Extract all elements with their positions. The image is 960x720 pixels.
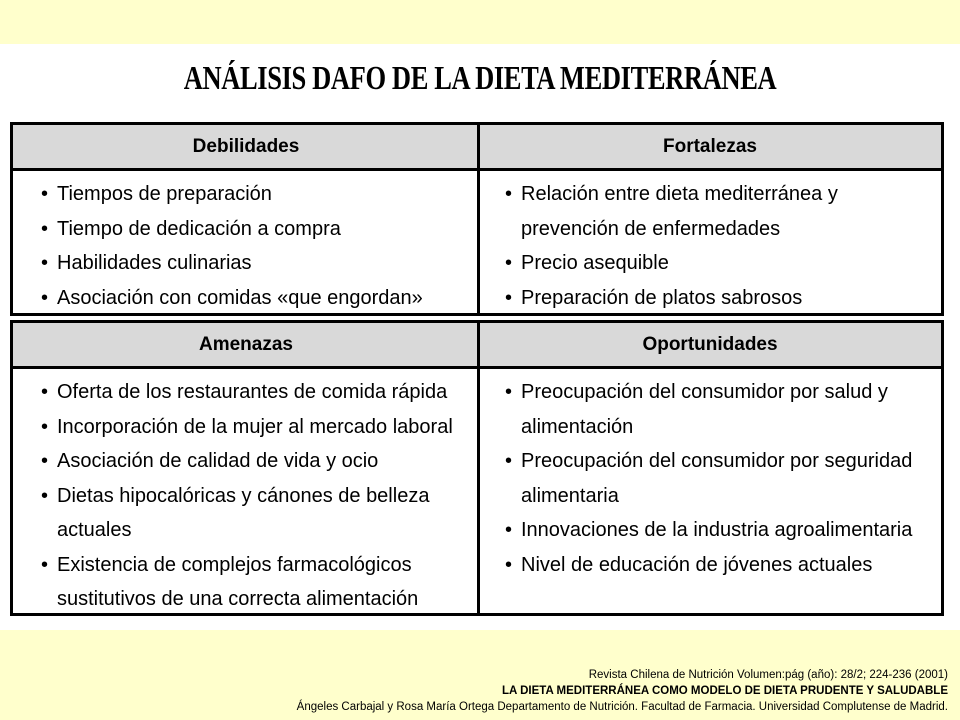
list-item-text: Asociación con comidas «que engordan»: [57, 286, 423, 309]
debilidades-list: [41, 177, 481, 315]
list-item-continuation: actuales: [57, 519, 132, 541]
citation-footer: [297, 667, 948, 715]
list-item: [505, 177, 935, 246]
list-item: [505, 513, 935, 548]
list-item: [41, 177, 481, 212]
list-item: [41, 444, 481, 479]
header-debilidades: Debilidades: [192, 136, 300, 157]
list-item-text: Precio asequible: [521, 252, 669, 274]
list-item-continuation: alimentaria: [521, 484, 619, 507]
citation-authors: Ángeles Carbajal y Rosa María Ortega Departamento de Nutrición. Facultad de Farmacia. Universidad Complutense de Madrid.: [296, 701, 948, 713]
list-item: [505, 548, 935, 583]
list-item-text: Incorporación de la mujer al mercado laboral: [57, 415, 453, 438]
list-item-continuation: sustitutivos de una correcta alimentación: [57, 588, 419, 610]
list-item-text: Habilidades culinarias: [57, 252, 252, 274]
list-item-continuation: prevención de enfermedades: [521, 217, 781, 240]
list-item-text: Preparación de platos sabrosos: [521, 286, 803, 309]
list-item: [41, 281, 481, 316]
list-item-text: Asociación de calidad de vida y ocio: [57, 450, 379, 472]
list-item-text: Dietas hipocalóricas y cánones de belleza: [57, 484, 430, 507]
header-oportunidades: Oportunidades: [642, 334, 778, 355]
list-item: [505, 281, 935, 316]
page-title: ANÁLISIS DAFO DE LA DIETA MEDITERRÁNEA: [183, 60, 777, 97]
citation-article-title: LA DIETA MEDITERRÁNEA COMO MODELO DE DIETA PRUDENTE Y SALUDABLE: [502, 685, 948, 697]
list-item-continuation: alimentación: [521, 415, 634, 438]
header-amenazas: Amenazas: [199, 334, 293, 355]
list-item: [41, 246, 481, 281]
list-item-text: Innovaciones de la industria agroalimentaria: [521, 519, 913, 541]
list-item: [41, 212, 481, 247]
amenazas-list: [41, 375, 481, 617]
oportunidades-list: [505, 375, 935, 582]
list-item: [505, 375, 935, 444]
fortalezas-list: [505, 177, 935, 315]
list-item: [41, 375, 481, 410]
list-item: [505, 246, 935, 281]
list-item-text: Tiempos de preparación: [57, 183, 272, 205]
list-item: [41, 479, 481, 548]
list-item-text: Preocupación del consumidor por salud y: [521, 381, 888, 403]
list-item: [505, 444, 935, 513]
list-item-text: Oferta de los restaurantes de comida rápida: [57, 381, 448, 403]
list-item-text: Nivel de educación de jóvenes actuales: [521, 553, 873, 576]
list-item-text: Existencia de complejos farmacológicos: [57, 553, 412, 576]
swot-table-top: [10, 122, 944, 316]
list-item-text: Relación entre dieta mediterránea y: [521, 183, 838, 205]
citation-journal: Revista Chilena de Nutrición Volumen:pág (año): 28/2; 224-236 (2001): [588, 669, 948, 681]
header-fortalezas: Fortalezas: [663, 136, 757, 157]
list-item-text: Preocupación del consumidor por seguridad: [521, 450, 913, 472]
list-item: [41, 410, 481, 445]
list-item-text: Tiempo de dedicación a compra: [57, 217, 341, 240]
list-item: [41, 548, 481, 617]
swot-table-bottom: [10, 320, 944, 616]
